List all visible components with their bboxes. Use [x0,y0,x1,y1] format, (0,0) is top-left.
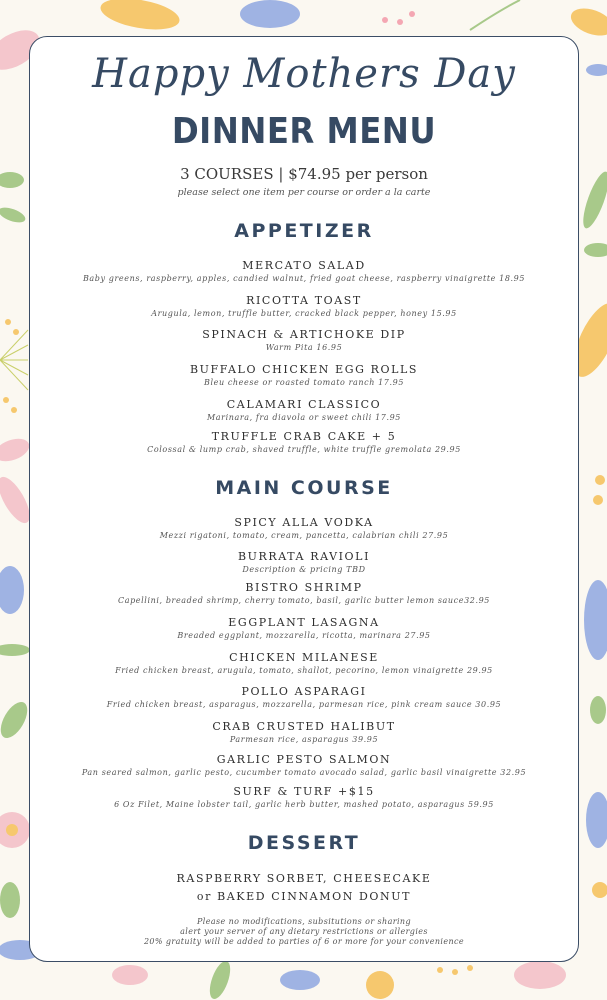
menu-item-name: TRUFFLE CRAB CAKE + 5 [211,430,397,443]
menu-item-desc: Bleu cheese or roasted tomato ranch 17.95 [203,378,405,387]
menu-item-desc: Baby greens, raspberry, apples, candied walnut, fried goat cheese, raspberry vinaigrette 18.95 [82,274,526,283]
menu-item-desc: Breaded eggplant, mozzarella, ricotta, marinara 27.95 [177,631,431,640]
menu-item-name: RICOTTA TOAST [246,294,362,307]
menu-item-desc: Arugula, lemon, truffle butter, cracked black pepper, honey 15.95 [151,309,457,318]
menu-item-desc: 6 Oz Filet, Maine lobster tail, garlic herb butter, mashed potato, asparagus 59.95 [114,800,494,809]
section-title-dessert: DESSERT [247,832,361,854]
menu-item [30,398,578,423]
menu-item-name: BUFFALO CHICKEN EGG ROLLS [189,363,419,376]
menu-item-desc: Fried chicken breast, asparagus, mozzarella, parmesan rice, pink cream sauce 30.95 [106,700,502,709]
page-title: DINNER MENU [171,111,437,152]
menu-item [30,753,578,778]
menu-item-name: SPINACH & ARTICHOKE DIP [202,328,406,341]
menu-item [30,720,578,745]
menu-item-desc: Fried chicken breast, arugula, tomato, shallot, pecorino, lemon vinaigrette 29.95 [115,666,493,675]
menu-item-desc: Capellini, breaded shrimp, cherry tomato, basil, garlic butter lemon sauce32.95 [118,596,490,605]
menu-item-name: POLLO ASPARAGI [241,685,367,698]
footer-line: alert your server of any dietary restrictions or allergies [180,927,428,936]
menu-item [30,685,578,710]
menu-item [30,651,578,676]
menu-item-name: CRAB CRUSTED HALIBUT [212,720,396,733]
menu-item [30,516,578,541]
menu-item-name: SURF & TURF +$15 [233,785,375,798]
menu-item-name: MERCATO SALAD [242,259,366,272]
menu-item-desc: Description & pricing TBD [242,565,366,574]
menu-item-desc: Colossal & lump crab, shaved truffle, white truffle gremolata 29.95 [147,445,461,454]
menu-item [30,294,578,319]
menu-item-name: CHICKEN MILANESE [229,651,379,664]
menu-item-desc: Marinara, fra diavola or sweet chili 17.95 [206,413,402,422]
script-title: Happy Mothers Day [92,51,516,97]
menu-item-name: CALAMARI CLASSICO [226,398,382,411]
menu-card [29,36,579,962]
footer-line: 20% gratuity will be added to parties of 6 or more for your convenience [143,937,465,946]
menu-item [30,550,578,575]
menu-item [30,430,578,455]
menu-item-desc: Parmesan rice, asparagus 39.95 [229,735,379,744]
menu-item-name: EGGPLANT LASAGNA [228,616,380,629]
menu-item-desc: Pan seared salmon, garlic pesto, cucumber tomato avocado salad, garlic basil vinaigrette 32.95 [81,768,527,777]
dessert-line: or BAKED CINNAMON DONUT [196,890,412,903]
menu-item [30,785,578,810]
courses-price-line: 3 COURSES | $74.95 per person [180,165,428,183]
dessert-line: RASPBERRY SORBET, CHEESECAKE [176,872,432,885]
section-title-main-course: MAIN COURSE [215,477,393,499]
menu-item [30,328,578,353]
footer-notes [30,917,578,947]
menu-item-name: SPICY ALLA VODKA [234,516,374,529]
menu-item-name: BURRATA RAVIOLI [237,550,371,563]
menu-item-name: GARLIC PESTO SALMON [216,753,392,766]
section-title-appetizer: APPETIZER [234,220,374,242]
menu-item [30,616,578,641]
menu-item-desc: Mezzi rigatoni, tomato, cream, pancetta, calabrian chili 27.95 [159,531,449,540]
menu-item [30,581,578,606]
footer-line: Please no modifications, subsitutions or sharing [197,917,411,926]
courses-note: please select one item per course or order a la carte [177,187,431,198]
menu-item-desc: Warm Pita 16.95 [265,343,343,352]
menu-item [30,259,578,284]
menu-item-name: BISTRO SHRIMP [245,581,363,594]
menu-item [30,363,578,388]
